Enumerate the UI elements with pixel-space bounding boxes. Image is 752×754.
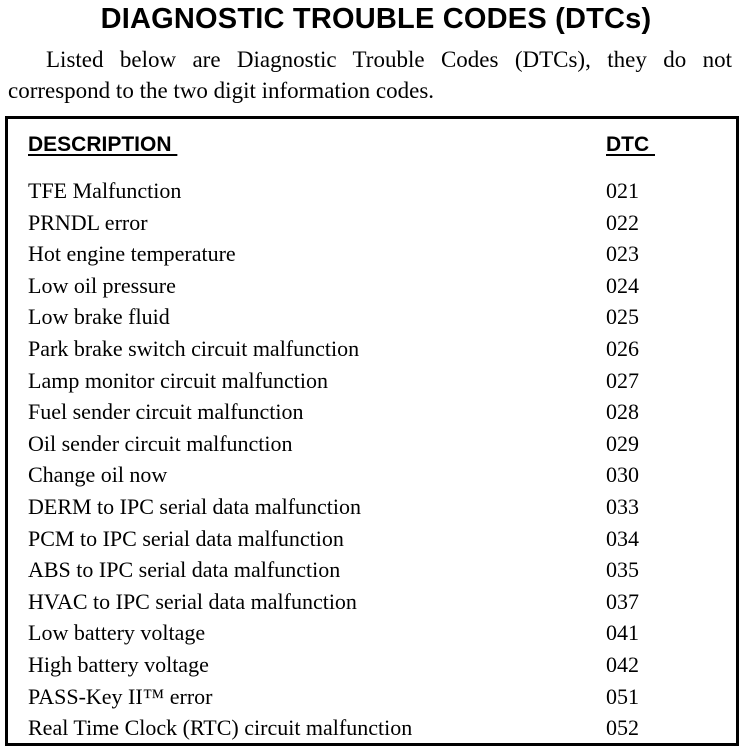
row-dtc-code: 021 [606,178,639,203]
row-description: Real Time Clock (RTC) circuit malfunction [28,715,413,741]
intro-paragraph [8,44,732,106]
row-description: HVAC to IPC serial data malfunction [28,588,357,614]
row-description: ABS to IPC serial data malfunction [28,557,341,583]
table-row [28,491,718,523]
row-description: Oil sender circuit malfunction [28,430,293,456]
table-row [28,681,718,713]
table-row [28,428,718,460]
table-row [28,617,718,649]
table-row [28,301,718,333]
table-row [28,523,718,555]
row-description: Low battery voltage [28,620,206,646]
table-row [28,333,718,365]
row-dtc-code: 035 [606,557,639,583]
row-dtc-code: 027 [606,367,639,393]
intro-text: Listed below are Diagnostic Trouble Codes (DTCs), they do not correspond to the two digit information codes. [8,47,732,103]
row-dtc-code: 026 [606,335,639,361]
row-description: TFE Malfunction [28,178,182,203]
table-row [28,207,718,239]
row-description: PCM to IPC serial data malfunction [28,525,344,551]
table-row [28,238,718,270]
row-dtc-code: 022 [606,209,639,235]
row-description: Hot engine temperature [28,241,236,267]
row-description: Fuel sender circuit malfunction [28,399,304,425]
row-description: High battery voltage [28,651,209,677]
row-dtc-code: 023 [606,241,639,267]
row-dtc-code: 037 [606,588,639,614]
page-title: DIAGNOSTIC TROUBLE CODES (DTCs) [100,3,652,35]
row-description: PRNDL error [28,209,148,235]
row-description: DERM to IPC serial data malfunction [28,493,361,519]
row-dtc-code: 030 [606,462,639,488]
row-dtc-code: 052 [606,715,639,741]
row-dtc-code: 025 [606,304,639,330]
row-description: Low oil pressure [28,272,176,298]
table-row [28,586,718,618]
row-description: Change oil now [28,462,168,488]
row-description: Lamp monitor circuit malfunction [28,367,328,393]
dtc-list [28,175,718,744]
row-dtc-code: 051 [606,683,639,709]
table-row [28,270,718,302]
row-dtc-code: 024 [606,272,639,298]
table-row [28,712,718,744]
table-row [28,175,718,207]
row-dtc-code: 029 [606,430,639,456]
row-description: Park brake switch circuit malfunction [28,335,360,361]
row-dtc-code: 033 [606,493,639,519]
table-row [28,649,718,681]
table-row [28,554,718,586]
dtc-table [5,116,739,746]
column-header-description: DESCRIPTION [28,133,178,156]
table-row [28,396,718,428]
row-dtc-code: 028 [606,399,639,425]
table-row [28,459,718,491]
row-dtc-code: 041 [606,620,639,646]
column-header-dtc: DTC [606,133,655,156]
row-dtc-code: 042 [606,651,639,677]
row-description: PASS-Key II™ error [28,683,213,709]
row-dtc-code: 034 [606,525,639,551]
row-description: Low brake fluid [28,304,170,330]
table-row [28,365,718,397]
